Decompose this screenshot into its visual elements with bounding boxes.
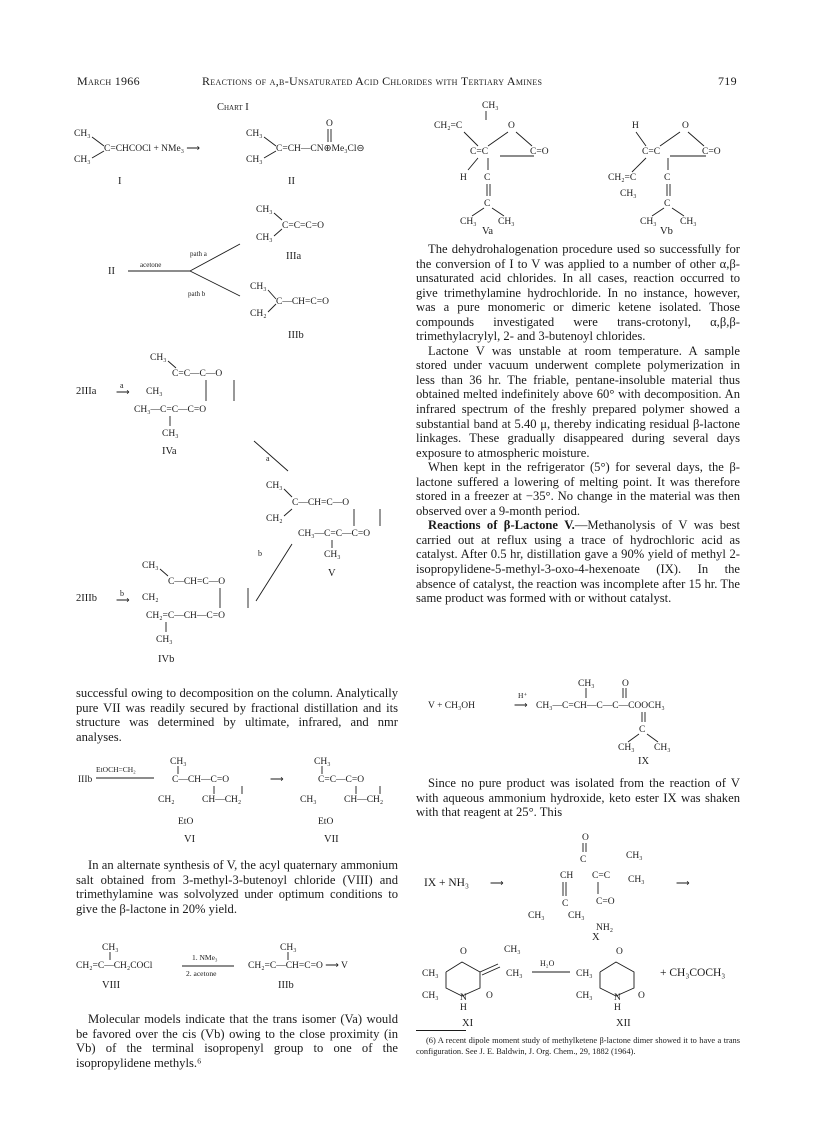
chem-text: CH₃ [146, 387, 163, 397]
vi-vii-scheme [74, 752, 404, 844]
reagent-hplus: H⁺ [518, 691, 528, 700]
chem-text: C—CH=C—O [292, 498, 350, 508]
chem-text: CH—CH₂ [202, 795, 242, 805]
label-b-arrow: b [258, 549, 262, 558]
chem-text: CH₃ [324, 550, 341, 560]
methanolysis-scheme [424, 676, 744, 768]
left-paragraph-1: successful owing to decomposition on the column. Analytically pure VII was readily secured by fractional distillation and its structure was determined by ultimate, infrared, and nmr analyses. [76, 686, 398, 744]
header-date: March 1966 [77, 74, 140, 88]
chem-text: O [326, 119, 333, 129]
label-ivb: IVb [158, 654, 175, 665]
chem-text: CH₃ [170, 757, 187, 767]
chem-text: CH₃—C=C—C=O [298, 529, 371, 539]
label-a-arrow: a [266, 454, 270, 463]
chem-text: C [580, 855, 587, 865]
chem-text: C=C=C=O [282, 221, 324, 231]
chem-text: N [460, 993, 467, 1003]
chem-text: CH₃ [422, 969, 439, 979]
footnote: (6) A recent dipole moment study of methylketene β-lactone dimer showed it to have a trans configuration. See J. E. Baldwin, J. Org. Chem., 29, 1882 (1964). [416, 1036, 740, 1056]
chem-text: C—CH=C—O [168, 577, 226, 587]
chem-text: CH₃ [504, 945, 521, 955]
chem-text: + CH₃COCH₃ [660, 967, 726, 979]
chem-text: O [460, 947, 467, 957]
ammonia-scheme [420, 828, 740, 940]
chem-text: CH₃ [654, 743, 671, 753]
chem-text: C [639, 725, 646, 735]
chem-text: N [614, 993, 621, 1003]
chem-text: CH₃ [74, 155, 91, 165]
chem-text: CH₃ [422, 991, 439, 1001]
chem-text: CH₃ [680, 217, 697, 227]
chem-text: C [562, 899, 569, 909]
paragraph-text: —Methanolysis of V was best carried out at reflux using a trace of hydrochloric acid as catalyst. After 0.5 hr, distillation gave a 90% yield of methyl 2-isopropylidene-5-methyl-3-oxo-4-hexenoate (IX). In the absence of catalyst, the reaction was incomplete after 15 hr. The same product was formed with or without catalyst. [416, 518, 740, 606]
reagent-step2: 2. acetone [186, 969, 217, 978]
chem-text: C=C [592, 871, 611, 881]
chem-text: IIIb [78, 775, 93, 785]
label-vii: VII [324, 834, 339, 844]
chem-text: CH₃ [74, 129, 91, 139]
chem-text: CH₃ [618, 743, 635, 753]
label-path-a: path a [190, 250, 207, 258]
chem-text: CH₃ [280, 943, 297, 953]
chart-i-scheme [70, 96, 410, 681]
chem-text: ⟶ [676, 879, 690, 889]
chem-text: CH₃ [266, 481, 283, 491]
chem-text: C [664, 173, 671, 183]
chem-text: ⟶ [116, 388, 130, 398]
chem-text: CH₃ [250, 282, 267, 292]
reagent-step1: 1. NMe₃ [192, 953, 218, 962]
label-b: b [120, 589, 124, 598]
label-2iiia: 2IIIa [76, 386, 97, 397]
chem-text: CH₃ [246, 129, 263, 139]
chart-title: Chart I [217, 102, 249, 113]
right-paragraph-4 [416, 518, 740, 605]
chem-text: CH₂=C—CH=C=O ⟶ V [248, 961, 348, 971]
label-path-b: path b [188, 290, 206, 298]
chem-text: CH₂ [158, 795, 175, 805]
label-2iiib: 2IIIb [76, 593, 97, 604]
label-vi: VI [184, 834, 196, 844]
chem-text: C [664, 199, 671, 209]
chem-text: CH [560, 871, 574, 881]
chem-text: C=CHCOCl + NMe₃ ⟶ [104, 144, 201, 154]
label-vb: Vb [660, 226, 673, 234]
label-iiia: IIIa [286, 251, 302, 262]
cyclization-scheme [420, 942, 740, 1028]
chem-text: CH₃ [246, 155, 263, 165]
right-paragraph-3: When kept in the refrigerator (5°) for several days, the β-lactone suffered a lowering of melting point. It was therefore stored in a freezer at −35°. No change in the material was then observed over a 9-month period. [416, 460, 740, 518]
chem-text: H [460, 1003, 467, 1013]
label-ix: IX [638, 756, 650, 767]
chem-text: C—CH—C=O [172, 775, 230, 785]
left-paragraph-2: In an alternate synthesis of V, the acyl quaternary ammonium salt obtained from 3-methyl-3-butenoyl chloride (VIII) and trimethylamine was solvolyzed under optimum conditions to give the β-lactone in 20% yield. [76, 858, 398, 916]
chem-text: CH₂=C [608, 173, 637, 183]
right-text-block [416, 242, 740, 606]
chem-text: O [622, 679, 629, 689]
chem-text: CH₂ [266, 514, 283, 524]
chem-text: C=O [596, 897, 615, 907]
chem-text: O [638, 991, 645, 1001]
chem-text: CH₂ [250, 309, 267, 319]
viii-scheme [74, 940, 404, 996]
right-paragraph-2: Lactone V was unstable at room temperature. A sample stored under vacuum underwent complete polymerization in less than 36 hr. The friable, pentane-insoluble material thus obtained melted indefinitely above 60° with decomposition. An infrared spectrum of the freshly prepared polymer showed a substantial band at 5.40 μ, thereby indicating residual β-lactone linkages. These gradually disappeared during several days exposure to atmospheric moisture. [416, 343, 740, 460]
chem-text: CH₃ [498, 217, 515, 227]
chem-text: CH₃ [314, 757, 331, 767]
chem-text: H [460, 173, 467, 183]
chem-text: CH₃ [626, 851, 643, 861]
label-iva: IVa [162, 446, 177, 457]
chem-text: CH₃ [150, 353, 167, 363]
chem-text: CH₃ [620, 189, 637, 199]
chem-text: C [484, 173, 491, 183]
label-iiib: IIIb [288, 330, 304, 341]
chem-text: CH₃ [142, 561, 159, 571]
chem-text: CH₃ [640, 217, 657, 227]
chem-text: O [486, 991, 493, 1001]
label-xii: XII [616, 1018, 631, 1028]
va-vb-structures [424, 98, 744, 234]
label-x: X [592, 932, 600, 940]
chem-text: CH₃ [256, 205, 273, 215]
chem-text: CH₃ [528, 911, 545, 921]
right-paragraph-1: The dehydrohalogenation procedure used so successfully for the conversion of I to V was applied to a number of other α,β-unsaturated acid chlorides. In all cases, reaction occurred to give trimethylamine hydrochloride. In no instance, however, was a pure monomeric or dimeric ketene isolated. Those compounds investigated were trans-crotonyl, α,β,β-trimethylacrylyl, 2- and 3-butenoyl chlorides. [416, 242, 740, 344]
chem-text: CH₂=C—CH—C=O [146, 611, 225, 621]
chem-text: ⟶ [514, 701, 528, 711]
reagent-acetone: acetone [140, 261, 162, 269]
chem-text: C=O [702, 147, 721, 157]
chem-text: O [508, 121, 515, 131]
chem-text: ⟶ [116, 596, 130, 606]
chem-text: CH₃ [578, 679, 595, 689]
chem-text: C=O [530, 147, 549, 157]
chem-text: H [632, 121, 639, 131]
reagent-ammonia: IX + NH₃ [424, 877, 469, 889]
chem-text: ⟶ [270, 775, 284, 785]
chem-text: H [614, 1003, 621, 1013]
chem-text: CH₃ [162, 429, 179, 439]
chem-text: CH₃ [576, 969, 593, 979]
chem-text: CH₃ [300, 795, 317, 805]
chem-text: C=CH—CN⊕Me₃Cl⊖ [276, 144, 365, 154]
chem-text: CH₃ [256, 233, 273, 243]
chem-text: C—CH=C=O [276, 297, 329, 307]
chem-text: CH₃ [576, 991, 593, 1001]
left-paragraph-3: Molecular models indicate that the trans isomer (Va) would be favored over the cis (Vb) owing to the close proximity (in Vb) of the terminal isopropenyl group to one of the isopropylidene methyls.⁶ [76, 1012, 398, 1070]
header-title: Reactions of α,β-Unsaturated Acid Chlorides with Tertiary Amines [202, 74, 543, 88]
label-i: I [118, 176, 122, 187]
chem-text: CH₃—C=C—C=O [134, 405, 207, 415]
chem-text: C=C [470, 147, 489, 157]
chem-text: CH₃ [156, 635, 173, 645]
chem-text: CH₃ [482, 101, 499, 111]
label-ii: II [288, 176, 295, 187]
chem-text: CH₂=C [434, 121, 463, 131]
chem-text: CH₃—C=CH—C—C—COOCH₃ [536, 701, 665, 711]
section-heading: Reactions of β-Lactone V. [428, 518, 575, 533]
chem-text: C [484, 199, 491, 209]
chem-text: ⟶ [490, 879, 504, 889]
chem-text: EtO [178, 817, 194, 827]
reagent-etoch: EtOCH=CH₂ [96, 765, 136, 774]
label-a: a [120, 381, 124, 390]
reagent-methanol: V + CH₃OH [428, 701, 476, 711]
chem-text: C=C—C=O [318, 775, 365, 785]
chem-text: CH₂=C—CH₂COCl [76, 961, 153, 971]
reagent-water: H₂O [540, 959, 555, 968]
chem-text: O [682, 121, 689, 131]
chem-text: O [616, 947, 623, 957]
label-viii: VIII [102, 980, 121, 991]
label-iiib-2: IIIb [278, 980, 294, 991]
chem-text: C=C—C—O [172, 369, 223, 379]
page-number: 719 [718, 74, 737, 88]
chem-text: CH₃ [568, 911, 585, 921]
chem-text: CH₃ [460, 217, 477, 227]
label-ii-start: II [108, 266, 115, 277]
right-paragraph-5: Since no pure product was isolated from the reaction of V with aqueous ammonium hydroxide, keto ester IX was shaken with that reagent at 25°. This [416, 776, 740, 820]
chem-text: EtO [318, 817, 334, 827]
chem-text: CH₃ [102, 943, 119, 953]
chem-text: O [582, 833, 589, 843]
label-v: V [328, 568, 336, 579]
label-xi: XI [462, 1018, 474, 1028]
chem-text: C=C [642, 147, 661, 157]
chem-text: CH—CH₂ [344, 795, 384, 805]
chem-text: CH₂ [142, 593, 159, 603]
label-va: Va [482, 226, 494, 234]
chem-text: CH₃ [506, 969, 523, 979]
footnote-rule [416, 1030, 466, 1031]
chem-text: NH₂ [596, 923, 614, 933]
chem-text: CH₃ [628, 875, 645, 885]
